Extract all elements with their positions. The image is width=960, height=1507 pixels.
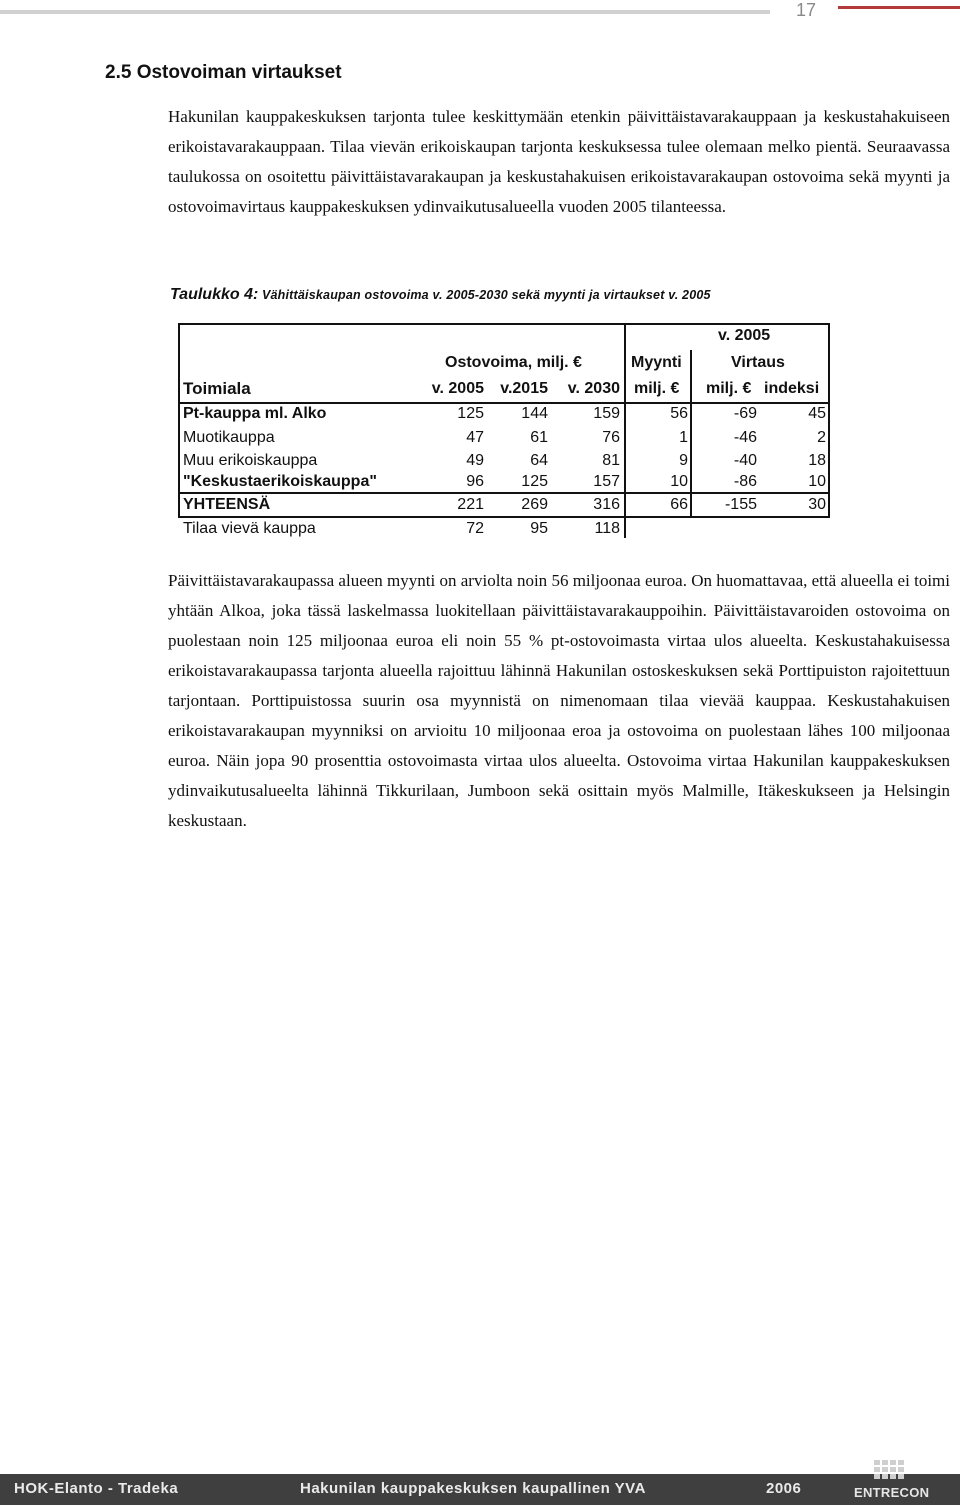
header-year: v. 2005 [718, 327, 771, 344]
cell-v2005: 96 [466, 473, 484, 490]
row-label: "Keskustaerikoiskauppa" [183, 473, 377, 490]
cell-v2015: 269 [521, 496, 548, 513]
cell-virtaus: -155 [724, 496, 757, 513]
cell-v2015: 64 [530, 452, 548, 469]
cell-myynti: 10 [670, 473, 688, 490]
header-v2005: v. 2005 [431, 380, 484, 397]
cell-indeksi: 45 [808, 405, 826, 422]
total-bottom-border [178, 516, 830, 518]
cell-indeksi: 30 [808, 496, 826, 513]
cell-v2030: 157 [593, 473, 620, 490]
header-ostovoima: Ostovoima, milj. € [445, 354, 582, 371]
cell-indeksi: 10 [808, 473, 826, 490]
cell-v2015: 95 [530, 520, 548, 537]
cell-v2005: 125 [457, 405, 484, 422]
table-left-border [178, 323, 180, 518]
footer-report-title: Hakunilan kauppakeskuksen kaupallinen YVA [300, 1480, 646, 1497]
cell-v2005: 49 [466, 452, 484, 469]
entrecon-logo [848, 1458, 936, 1502]
cell-myynti: 1 [679, 429, 688, 446]
footer-year: 2006 [766, 1480, 802, 1497]
cell-v2015: 125 [521, 473, 548, 490]
cell-v2030: 118 [594, 520, 620, 537]
logo-wordmark: ENTRECON [854, 1485, 930, 1500]
header-indeksi: indeksi [764, 380, 820, 397]
cell-virtaus: -40 [733, 452, 757, 469]
cell-virtaus: -46 [733, 429, 757, 446]
cell-v2030: 316 [593, 496, 620, 513]
cell-indeksi: 2 [817, 429, 826, 446]
header-myynti: Myynti [631, 354, 682, 371]
table-divider-myynti [624, 323, 626, 538]
cell-indeksi: 18 [808, 452, 826, 469]
cell-myynti: 66 [670, 496, 688, 513]
header-v2015: v.2015 [500, 380, 548, 397]
header-toimiala: Toimiala [183, 379, 251, 398]
section-title: 2.5 Ostovoiman virtaukset [105, 62, 342, 83]
page-number: 17 [796, 0, 817, 20]
footer-client: HOK-Elanto - Tradeka [14, 1480, 179, 1497]
header-virtaus: Virtaus [731, 354, 785, 371]
header-myynti-unit: milj. € [634, 380, 680, 397]
caption-label: Taulukko 4: [170, 286, 259, 303]
intro-paragraph: Hakunilan kauppakeskuksen tarjonta tulee keskittymään etenkin päivittäistavarakauppaan ja keskustahakuiseen erikoistavarakauppaan. Tilaa vievän erikoiskaupan tarjonta keskuksessa tulee olemaan melko pientä. Seuraavassa taulukossa on osoitettu päivittäistavarakaupan ja keskustahakuisen erikoistavarakaupan ostovoima sekä myynti ja ostovoimavirtaus kauppakeskuksen ydinvaikutusalueella vuoden 2005 tilanteessa. [168, 107, 950, 216]
analysis-paragraph: Päivittäistavarakaupassa alueen myynti on arviolta noin 56 miljoonaa euroa. On huomattavaa, että alueella ei toimi yhtään Alkoa, joka tässä laskelmassa luokitellaan päivittäistavarakauppoihin. Päivittäistavaroiden ostovoima on puolestaan noin 125 miljoonaa euroa eli noin 55 % pt-ostovoimasta virtaa ulos alueelta. Keskustahakuisessa erikoistavarakaupassa tarjonta alueella rajoittuu lähinnä Hakunilan ostoskeskuksen sekä Porttipuiston rajoitettuun tarjontaan. Porttipuistossa suurin osa myynnistä on nimenomaan tilaa vievää kauppaa. Keskustahakuisen erikoistavarakaupan myynniksi on arvioitu 10 miljoonaa eroa ja ostovoima on puolestaan lähes 100 miljoonaa euroa. Näin jopa 90 prosenttia ostovoimasta virtaa ulos alueelta. Ostovoima virtaa Hakunilan kauppakeskuksen ydinvaikutusalueelta lähinnä Tikkurilaan, Jumboon sekä osittain myös Malmille, Itäkeskukseen ja Helsingin keskustaan. [168, 571, 950, 830]
row-label: Muu erikoiskauppa [183, 452, 318, 469]
cell-virtaus: -86 [733, 473, 757, 490]
cell-v2005: 221 [457, 496, 484, 513]
header-virtaus-unit: milj. € [706, 380, 752, 397]
header-v2030: v. 2030 [567, 380, 620, 397]
table-top-border [178, 323, 830, 325]
row-label: Pt-kauppa ml. Alko [183, 405, 327, 422]
cell-v2005: 72 [466, 520, 484, 537]
row-label: Tilaa vievä kauppa [183, 520, 316, 537]
cell-v2030: 159 [593, 405, 620, 422]
cell-myynti: 9 [679, 452, 688, 469]
row-label-total: YHTEENSÄ [183, 496, 271, 513]
row-label: Muotikauppa [183, 429, 275, 446]
total-top-border [178, 492, 830, 494]
cell-v2030: 81 [602, 452, 620, 469]
cell-virtaus: -69 [733, 405, 757, 422]
cell-v2005: 47 [466, 429, 484, 446]
table-right-border [828, 323, 830, 518]
cell-v2015: 144 [521, 405, 548, 422]
caption-text: Vähittäiskaupan ostovoima v. 2005-2030 sekä myynti ja virtaukset v. 2005 [258, 288, 711, 302]
cell-v2015: 61 [530, 429, 548, 446]
cell-v2030: 76 [602, 429, 620, 446]
header-bottom-border [178, 402, 830, 404]
cell-myynti: 56 [670, 405, 688, 422]
